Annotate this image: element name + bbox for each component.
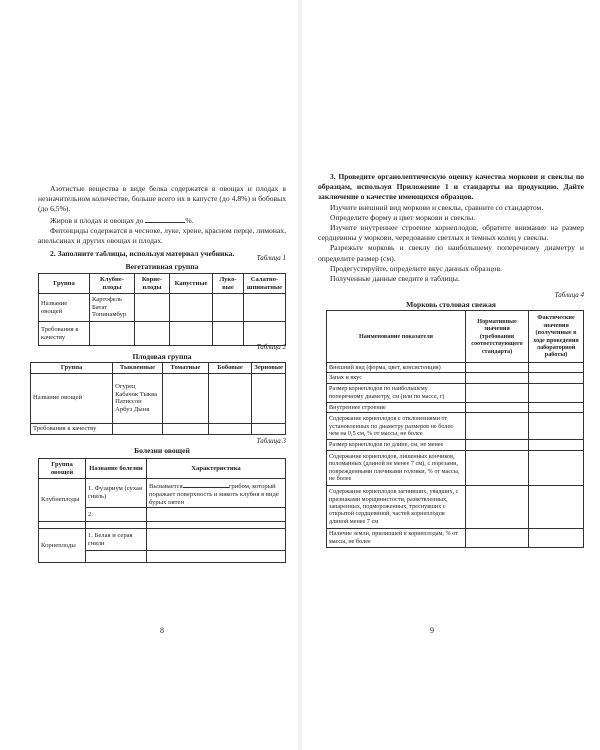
- t1-cell[interactable]: [90, 322, 135, 346]
- t2-header-pumpkin: Тыквенные: [113, 363, 163, 374]
- t1-cell[interactable]: [170, 294, 213, 322]
- t3-char-fusarium: Вызывается грибом, который поражает поверхность и мякоть клубня в виде бурых пятен: [147, 479, 286, 508]
- t3-cell[interactable]: [147, 529, 286, 551]
- table-3-number: Таблица 3: [256, 437, 286, 445]
- t1-header-onion: Луко-вые: [213, 274, 244, 294]
- table-1: [38, 273, 286, 346]
- t4-cell[interactable]: [466, 402, 529, 412]
- t4-cell[interactable]: [529, 450, 584, 485]
- t4-cell[interactable]: [466, 528, 529, 547]
- t4-header-normative: Нормативные значения (требования соответствующего стандарта): [466, 311, 529, 363]
- t2-cell[interactable]: [113, 423, 163, 434]
- t4-cell[interactable]: [529, 528, 584, 547]
- t1-header-group: Группа: [39, 274, 90, 294]
- t4-cell[interactable]: [466, 450, 529, 485]
- left-page: [0, 0, 298, 750]
- t1-cell[interactable]: [213, 294, 244, 322]
- t4-row-label: Содержание корнеплодов загнивших, увядших, с признаками морщинистости, разветвленных, запаренных, подмороженных, треснувших с открытой сердцевиной, частей корнеплодов длиной менее 7 см: [327, 485, 466, 528]
- t4-cell[interactable]: [529, 363, 584, 373]
- t2-header-legumes: Бобовые: [208, 363, 252, 374]
- step-2: Определите форму и цвет моркови и свеклы.: [330, 212, 476, 222]
- t4-cell[interactable]: [529, 413, 584, 440]
- task-2-heading: 2. Заполните таблицы, используя материал учебника.: [50, 249, 235, 259]
- t1-cell[interactable]: [135, 322, 170, 346]
- t2-header-grain: Зерновые: [252, 363, 286, 374]
- t4-row-label: Размер корнеплодов по наибольшему поперечному диаметру, см (или по массе, г): [327, 383, 466, 402]
- fats-blank[interactable]: [145, 215, 185, 223]
- t3-group-roots: Корнеплоды: [39, 529, 86, 563]
- fungus-blank[interactable]: [183, 480, 229, 488]
- t4-row-label: Внутреннее строение: [327, 402, 466, 412]
- t4-header-indicator: Наименование показателя: [327, 311, 466, 363]
- step-3: Изучите внутреннее строение корнеплодов, обратите внимание на размер сердцевины у моркови, чередование светлых и темных колец у свеклы.: [318, 223, 584, 243]
- t3-cell[interactable]: [86, 551, 147, 563]
- t2-cell[interactable]: [208, 423, 252, 434]
- t1-cell[interactable]: [170, 322, 213, 346]
- t2-row-names-label: Название овощей: [31, 373, 113, 423]
- t3-header-group: Группа овощей: [39, 459, 86, 479]
- table-4-title: Морковь столовая свежая: [406, 300, 496, 309]
- t3-header-characteristic: Характеристика: [147, 459, 286, 479]
- t4-cell[interactable]: [529, 402, 584, 412]
- right-text: [318, 172, 584, 284]
- table-4: [326, 310, 584, 548]
- t2-cell[interactable]: [162, 373, 208, 423]
- table-4-number: Таблица 4: [554, 291, 584, 299]
- t4-cell[interactable]: [466, 373, 529, 383]
- t3-group-tubers: Клубнеплоды: [39, 479, 86, 522]
- table-1-title: Вегетативная группа: [125, 262, 199, 271]
- t3-cell[interactable]: [147, 508, 286, 522]
- t2-pumpkin-values: Огурец Кабачок Тыква Патиссон Арбуз Дыня: [113, 373, 163, 423]
- t3-cell[interactable]: [39, 522, 86, 529]
- t4-cell[interactable]: [466, 440, 529, 450]
- t4-header-actual: Фактические значения (полученные в ходе проведения лабораторной работы): [529, 311, 584, 363]
- t3-disease-fusarium: 1. Фузариум (сухая гниль): [86, 479, 147, 508]
- t3-cell[interactable]: [147, 522, 286, 529]
- step-6: Полученные данные сведите в таблицы.: [330, 274, 460, 284]
- t4-row-label: Содержание корнеплодов с отклонениями от установленных по диаметру размеров не более чем на 0,5 см, % от массы, не более: [327, 413, 466, 440]
- paragraph-phytoncides: Фитонциды содержатся в чесноке, луке, хрене, красном перце, лимонах, апельсинах и других овощах и плодах.: [38, 225, 286, 246]
- t4-cell[interactable]: [466, 485, 529, 528]
- table-2-title: Плодовая группа: [132, 352, 192, 361]
- t3-disease-2: 2.: [86, 508, 147, 522]
- t4-row-label: Запах и вкус: [327, 373, 466, 383]
- t4-cell[interactable]: [529, 373, 584, 383]
- t2-cell[interactable]: [208, 373, 252, 423]
- t4-cell[interactable]: [466, 363, 529, 373]
- table-2-number: Таблица 2: [256, 343, 286, 351]
- page-number-left: 8: [160, 626, 164, 635]
- step-4: Разрежьте морковь и свеклу по наибольшему поперечному диаметру и определите размер (см).: [318, 243, 584, 263]
- t3-disease-rot: 1. Белая и серая гнили: [86, 529, 147, 551]
- t4-row-label: Внешний вид (форма, цвет, консистенция): [327, 363, 466, 373]
- t1-header-roots: Корне-плоды: [135, 274, 170, 294]
- intro-text: [38, 184, 286, 259]
- t1-cell[interactable]: [244, 322, 286, 346]
- t1-tubers-values: Картофель Батат Топинамбур: [90, 294, 135, 322]
- t4-cell[interactable]: [529, 383, 584, 402]
- t2-header-group: Группа: [31, 363, 113, 374]
- t2-header-tomato: Томатные: [162, 363, 208, 374]
- t3-cell[interactable]: [147, 551, 286, 563]
- t4-cell[interactable]: [466, 383, 529, 402]
- t1-cell[interactable]: [135, 294, 170, 322]
- t2-cell[interactable]: [252, 423, 286, 434]
- t1-header-tubers: Клубне-плоды: [90, 274, 135, 294]
- right-page: [302, 0, 600, 750]
- table-1-number: Таблица 1: [256, 254, 286, 262]
- t4-cell[interactable]: [466, 413, 529, 440]
- t4-row-label: Размер корнеплодов по длине, см, не менее: [327, 440, 466, 450]
- t4-row-label: Содержание корнеплодов, лишенных кончиков, поломанных (длиной не менее 7 см), с порезами, поврежденными плечиками головки, % от массы, не более: [327, 450, 466, 485]
- t4-cell[interactable]: [529, 485, 584, 528]
- t3-header-disease: Название болезни: [86, 459, 147, 479]
- t1-cell[interactable]: [244, 294, 286, 322]
- t1-header-cabbage: Капустные: [170, 274, 213, 294]
- table-2: [30, 362, 286, 435]
- t2-cell[interactable]: [162, 423, 208, 434]
- t3-cell[interactable]: [86, 522, 147, 529]
- t2-cell[interactable]: [252, 373, 286, 423]
- t1-row-quality-label: Требования к качеству: [39, 322, 90, 346]
- t1-header-salad: Салатно-шпинатные: [244, 274, 286, 294]
- t1-cell[interactable]: [213, 322, 244, 346]
- step-1: Изучите внешний вид моркови и свеклы, сравните со стандартом.: [330, 202, 544, 212]
- table-3-title: Болезни овощей: [134, 446, 190, 455]
- t2-row-quality-label: Требования к качеству: [31, 423, 113, 434]
- t4-cell[interactable]: [529, 440, 584, 450]
- page-number-right: 9: [430, 626, 434, 635]
- paragraph-proteins: Азотистые вещества в виде белка содержатся в овощах и плодах в незначительном количестве, больше всего их в капусте (до 4,8%) и бобовых (до 6,5%).: [38, 184, 286, 214]
- t1-row-names-label: Название овощей: [39, 294, 90, 322]
- table-3: [38, 458, 286, 563]
- step-5: Продегустируйте, определите вкус данных образцов.: [330, 263, 502, 273]
- t4-row-label: Наличие земли, прилипшей к корнеплодам, % от массы, не более: [327, 528, 466, 547]
- task-3-heading: 3. Проведите органолептическую оценку качества моркови и свеклы по образцам, используя Приложение 1 и стандарты на продукцию. Дайте заключение о качестве имеющихся образцов.: [318, 172, 584, 202]
- paragraph-fats: Жиров в плодах и овощах до %.: [50, 215, 194, 225]
